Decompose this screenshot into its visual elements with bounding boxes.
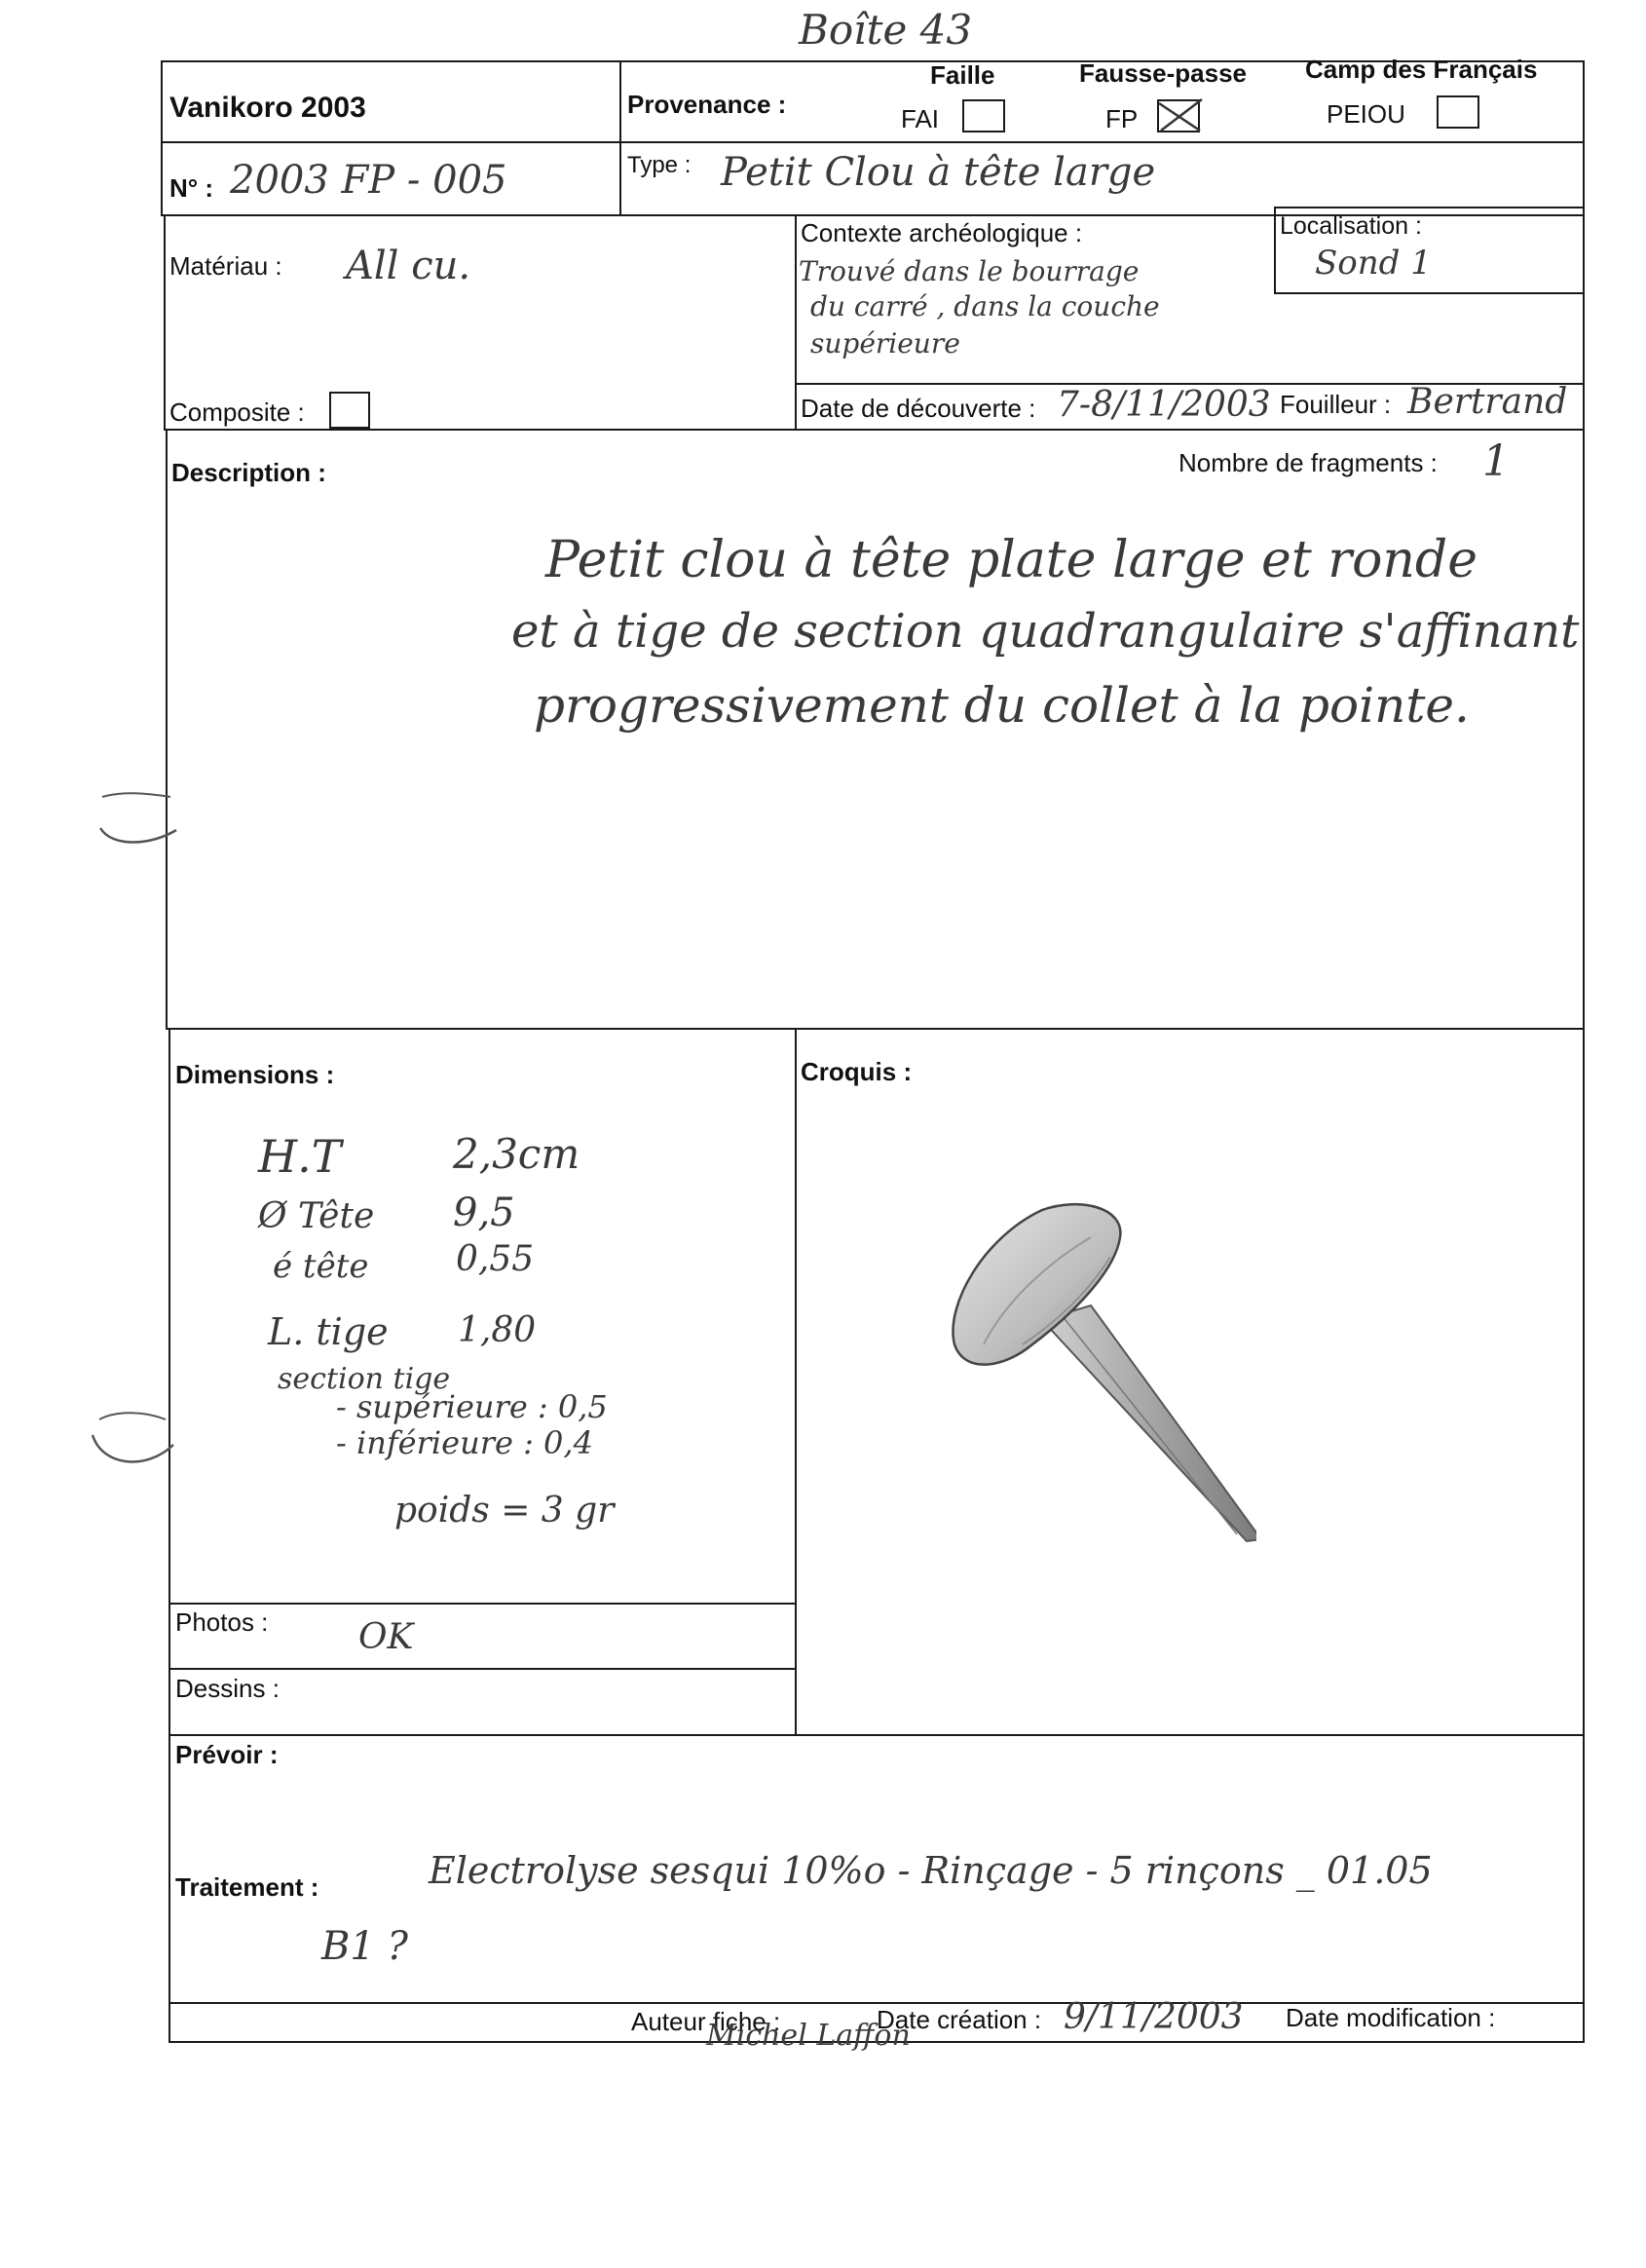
dim-name-3: é tête <box>273 1247 369 1286</box>
faille-title: Faille <box>930 60 995 90</box>
materiau-value: All cu. <box>346 244 471 288</box>
faille-code: FAI <box>901 104 940 133</box>
section-row-1: - supérieure : 0,5 <box>336 1388 608 1425</box>
camp-title: Camp des Français <box>1305 55 1538 84</box>
croquis-divider <box>795 1028 797 1736</box>
description-line-3: progressivement du collet à la pointe. <box>534 677 1470 734</box>
dim-value-4: 1,80 <box>458 1310 537 1350</box>
box-number-note: Boîte 43 <box>799 6 973 54</box>
photos-top-line <box>168 1603 795 1605</box>
faille-checkbox[interactable] <box>962 99 1005 132</box>
poids-value: poids = 3 gr <box>394 1491 615 1531</box>
dim-value-1: 2,3cm <box>453 1130 580 1178</box>
date-creation-value: 9/11/2003 <box>1064 1997 1244 2037</box>
date-decouverte-value: 7-8/11/2003 <box>1057 385 1271 425</box>
localisation-label: Localisation : <box>1280 212 1422 240</box>
contexte-label: Contexte archéologique : <box>801 218 1083 247</box>
dessins-label: Dessins : <box>175 1674 280 1703</box>
dim-name-1: H.T <box>258 1130 342 1183</box>
materiau-label: Matériau : <box>169 251 282 281</box>
dim-name-2: Ø Tête <box>258 1196 375 1236</box>
prevoir-label: Prévoir : <box>175 1740 279 1769</box>
contexte-line-1: Trouvé dans le bourrage <box>799 255 1140 287</box>
composite-label: Composite : <box>169 397 305 427</box>
description-line-1: Petit clou à tête plate large et ronde <box>545 531 1478 589</box>
site-title: Vanikoro 2003 <box>169 92 366 124</box>
date-creation-label: Date création : <box>877 2005 1042 2034</box>
photos-label: Photos : <box>175 1607 269 1637</box>
fausse-passe-checkbox[interactable] <box>1157 99 1200 132</box>
croquis-label: Croquis : <box>801 1057 913 1086</box>
binder-hole-icon <box>93 789 180 848</box>
auteur-label: Auteur fiche : <box>631 2007 781 2036</box>
photos-value: OK <box>358 1617 414 1657</box>
contexte-line-2: du carré , dans la couche <box>810 290 1160 322</box>
auteur-value: Michel Laffon <box>706 2019 911 2053</box>
fausse-passe-code: FP <box>1105 104 1139 133</box>
section-row-2: - inférieure : 0,4 <box>336 1424 593 1461</box>
dim-name-4: L. tige <box>268 1310 389 1353</box>
nail-sketch-icon <box>925 1198 1256 1549</box>
number-label: N° : <box>169 173 214 203</box>
description-line-2: et à tige de section quadrangulaire s'affinant <box>511 604 1580 659</box>
section-title: section tige <box>278 1362 451 1396</box>
dim-value-2: 9,5 <box>453 1191 515 1235</box>
number-value: 2003 FP - 005 <box>230 158 507 203</box>
localisation-value: Sond 1 <box>1315 244 1432 283</box>
date-decouverte-label: Date de découverte : <box>801 394 1036 423</box>
traitement-note: B1 ? <box>321 1924 409 1969</box>
fouilleur-value: Bertrand <box>1407 382 1568 422</box>
binder-hole-icon <box>88 1408 175 1476</box>
date-modification-label: Date modification : <box>1286 2003 1496 2032</box>
dessins-top-line <box>168 1668 795 1670</box>
material-divider <box>795 214 797 431</box>
fausse-passe-title: Fausse-passe <box>1079 58 1247 88</box>
contexte-line-3: supérieure <box>810 327 960 359</box>
dim-value-3: 0,55 <box>456 1239 535 1279</box>
type-value: Petit Clou à tête large <box>721 150 1156 195</box>
fragments-label: Nombre de fragments : <box>1178 448 1438 477</box>
dimensions-label: Dimensions : <box>175 1060 335 1089</box>
camp-code: PEIOU <box>1327 99 1405 129</box>
camp-checkbox[interactable] <box>1437 95 1479 129</box>
traitement-value: Electrolyse sesqui 10%o - Rinçage - 5 rinçons _ 01.05 <box>429 1849 1433 1892</box>
provenance-label: Provenance : <box>627 90 787 119</box>
fouilleur-label: Fouilleur : <box>1280 390 1392 419</box>
composite-checkbox[interactable] <box>329 392 370 429</box>
fragments-value: 1 <box>1482 436 1510 486</box>
type-label: Type : <box>627 152 692 178</box>
cross-mark-icon <box>1155 97 1206 134</box>
description-label: Description : <box>171 458 326 487</box>
traitement-label: Traitement : <box>175 1872 319 1902</box>
